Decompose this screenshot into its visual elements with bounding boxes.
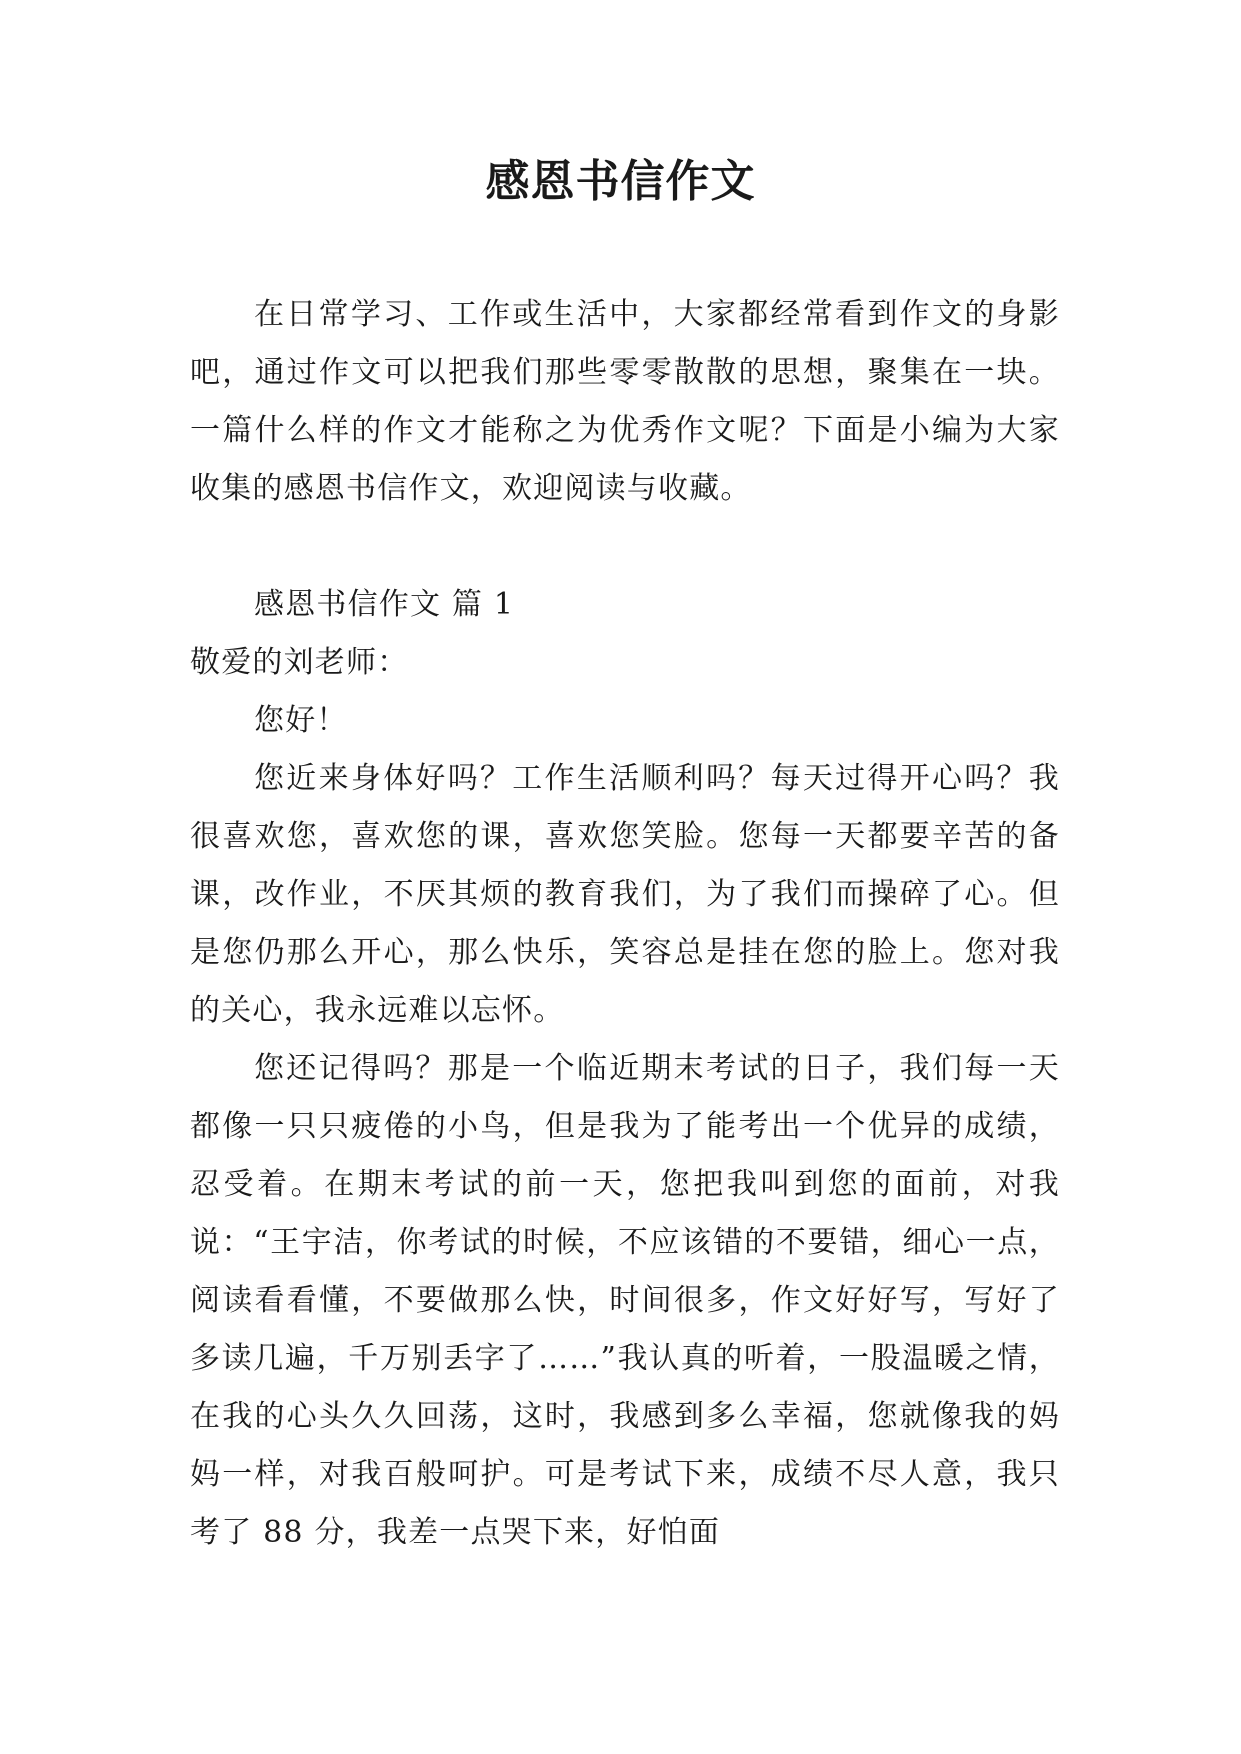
letter-salutation: 敬爱的刘老师： <box>190 645 409 680</box>
letter-paragraph: 您近来身体好吗？工作生活顺利吗？每天过得开心吗？我很喜欢您，喜欢您的课，喜欢您笑脸。您每一天都要辛苦的备课，改作业，不厌其烦的教育我们，为了我们而操碎了心。但是您仍那么开心，那么快乐，笑容总是挂在您的脸上。您对我的关心，我永远难以忘怀。 <box>190 761 1060 1028</box>
intro-paragraph: 在日常学习、工作或生活中，大家都经常看到作文的身影吧，通过作文可以把我们那些零零散散的思想，聚集在一块。一篇什么样的作文才能称之为优秀作文呢？下面是小编为大家收集的感恩书信作文，欢迎阅读与收藏。 <box>190 297 1060 506</box>
letter-greeting: 您好！ <box>254 703 348 738</box>
letter-paragraph: 您还记得吗？那是一个临近期末考试的日子，我们每一天都像一只只疲倦的小鸟，但是我为了能考出一个优异的成绩，忍受着。在期末考试的前一天，您把我叫到您的面前，对我说：“王宇洁，你考试的时候，不应该错的不要错，细心一点，阅读看看懂，不要做那么快，时间很多，作文好好写，写好了多读几遍，千万别丢字了……”我认真的听着，一股温暖之情，在我的心头久久回荡，这时，我感到多么幸福，您就像我的妈妈一样，对我百般呵护。可是考试下来，成绩不尽人意，我只考了 88 分，我差一点哭下来，好怕面 <box>190 1051 1060 1550</box>
intro-section <box>190 286 1060 518</box>
letter-section <box>190 576 1060 1562</box>
section-heading: 感恩书信作文 篇 1 <box>254 587 515 622</box>
document-title: 感恩书信作文 <box>485 156 756 207</box>
